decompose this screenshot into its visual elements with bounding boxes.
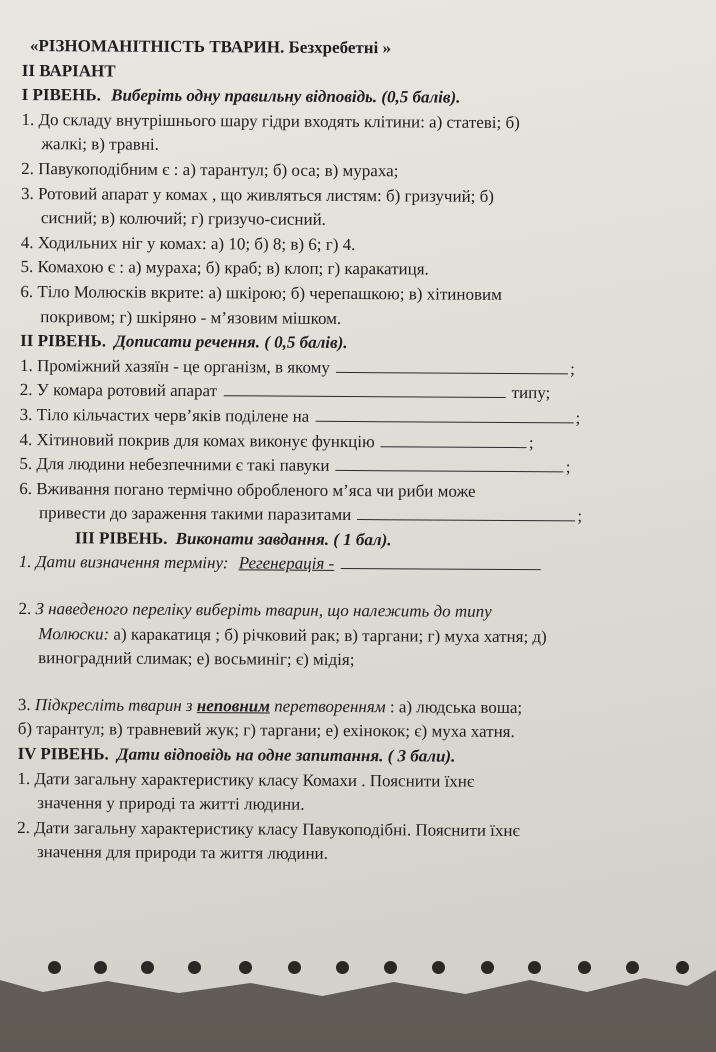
level2-q6-end: ;: [577, 506, 583, 526]
level1-q4: 4. Ходильних ніг у комах: а) 10; б) 8; в) 6; г) 4.: [20, 232, 356, 254]
perforation-hole: [239, 961, 252, 974]
level1-q3-line1: 3. Ротовий апарат у комах , що живляться листям: б) гризучий; б): [20, 183, 495, 206]
level2-q5-end: ;: [565, 457, 571, 477]
level1-q2: 2. Павукоподібним є : а) тарантул; б) оса; в) мураха;: [21, 158, 399, 181]
level2-label: II РІВЕНЬ.: [20, 331, 107, 351]
answer-blank[interactable]: [381, 431, 527, 448]
level3-instruction: Виконати завдання. ( 1 бал).: [175, 528, 392, 550]
perforation-hole: [336, 961, 349, 974]
level3-task3-rest: : а) людська воша;: [385, 697, 523, 717]
level1-q6-line2: покривом; г) шкіряно - м’язовим мішком.: [40, 306, 342, 328]
answer-blank[interactable]: [315, 406, 573, 424]
level2-q3: [20, 403, 700, 432]
level2-q3-text: 3. Тіло кільчастих черв’яків поділене на: [19, 404, 310, 426]
perforation-hole: [188, 961, 201, 974]
level2-q2-end: типу;: [511, 383, 551, 403]
level2-q6-line1: 6. Вживання погано термічно обробленого м’яса чи риби може: [19, 478, 476, 501]
level2-header: [20, 329, 700, 358]
level1-q1-line1: 1. До складу внутрішнього шару гідри входять клітини: а) статеві; б): [21, 109, 520, 132]
perforation-hole: [141, 961, 154, 974]
level2-q4-end: ;: [528, 432, 534, 452]
perforation-hole: [94, 961, 107, 974]
answer-blank[interactable]: [357, 504, 575, 521]
level4-q1-line2: значення у природі та житті людини.: [37, 793, 305, 814]
level3-task1-prefix: 1. Дати визначення терміну:: [18, 552, 229, 573]
perforation-hole: [384, 961, 397, 974]
level2-q3-end: ;: [575, 408, 581, 428]
variant-label: II ВАРІАНТ: [21, 60, 116, 81]
level1-instruction: Виберіть одну правильну відповідь. (0,5 балів).: [111, 85, 461, 107]
level2-q6-text: привести до зараження такими паразитами: [39, 503, 352, 525]
level2-q5: [19, 452, 699, 481]
level4-q2-line1: 2. Дати загальну характеристику класу Павукоподібні. Пояснити їхнє: [17, 817, 520, 840]
level4-q1-line1: 1. Дати загальну характеристику класу Комахи . Пояснити їхнє: [17, 768, 475, 791]
perforation-hole: [288, 961, 301, 974]
answer-blank[interactable]: [336, 357, 568, 374]
level1-q5: 5. Комахою є : а) мураха; б) краб; в) клоп; г) каракатиця.: [20, 257, 429, 279]
level3-task1-term: Регенерація: [238, 553, 325, 574]
level3-task3-line2: б) тарантул; в) травневий жук; г) таргани; е) ехінокок; є) муха хатня.: [17, 719, 515, 742]
perforation-hole: [676, 961, 689, 974]
level3-task2-molluscs: Молюски:: [38, 623, 110, 644]
level1-q6-line1: 6. Тіло Молюсків вкрите: а) шкірою; б) черепашкою; в) хітиновим: [20, 281, 502, 304]
perforation-hole: [578, 961, 591, 974]
level3-task3-prefix: 3.: [17, 694, 31, 714]
level2-q1-end: ;: [570, 359, 575, 379]
answer-blank[interactable]: [223, 381, 505, 399]
level2-q4-text: 4. Хітиновий покрив для комах виконує функцію: [19, 429, 375, 451]
answer-blank[interactable]: [336, 455, 564, 472]
perforation-hole: [481, 961, 494, 974]
perforation-holes: [0, 958, 716, 978]
level4-q2-line2: значення для природи та життя людини.: [36, 842, 328, 864]
level4-header: [18, 742, 698, 771]
level1-q3-line2: сисний; в) колючий; г) гризучо-сисний.: [40, 208, 327, 230]
level3-task3-underlined: неповним: [196, 695, 270, 716]
worksheet-text: [17, 34, 702, 869]
level1-q1-line2: жалкі; в) травні.: [41, 134, 159, 155]
level3-task1-dash: -: [324, 554, 335, 574]
perforation-hole: [432, 961, 445, 974]
level2-instruction: Дописати речення. ( 0,5 балів).: [114, 331, 348, 353]
level3-task3-italic-a: Підкресліть тварин з: [34, 694, 193, 715]
answer-blank[interactable]: [340, 553, 540, 570]
level3-task2-line3: виноградний слимак; е) восьминіг; є) мідія;: [38, 648, 355, 670]
level3-task3-italic-b: перетворенням: [274, 696, 386, 717]
level3-task2-options: а) каракатиця ; б) річковий рак; в) таргани; г) муха хатня; д): [109, 624, 547, 646]
level3-task1: [19, 550, 699, 579]
level3-task2-italic: З наведеного переліку виберіть тварин, що належить до типу: [35, 599, 492, 621]
level2-q5-text: 5. Для людини небезпечними є такі павуки: [19, 454, 330, 475]
perforation-hole: [528, 961, 541, 974]
level3-task2-prefix: 2.: [18, 599, 32, 619]
perforation-hole: [48, 961, 61, 974]
worksheet-title: «РІЗНОМАНІТНІСТЬ ТВАРИН. Безхребетні »: [29, 36, 392, 58]
level1-label: I РІВЕНЬ.: [21, 85, 101, 105]
level2-q2-text: 2. У комара ротовий апарат: [19, 380, 218, 401]
perforation-hole: [626, 961, 639, 974]
level2-q1-text: 1. Проміжний хазяїн - це організм, в якому: [19, 355, 330, 377]
level3-label: III РІВЕНЬ.: [74, 528, 168, 548]
level4-instruction: Дати відповідь на одне запитання. ( 3 бали).: [117, 744, 456, 766]
level3-task2-line1: [18, 597, 698, 626]
level4-label: IV РІВЕНЬ.: [17, 744, 109, 764]
